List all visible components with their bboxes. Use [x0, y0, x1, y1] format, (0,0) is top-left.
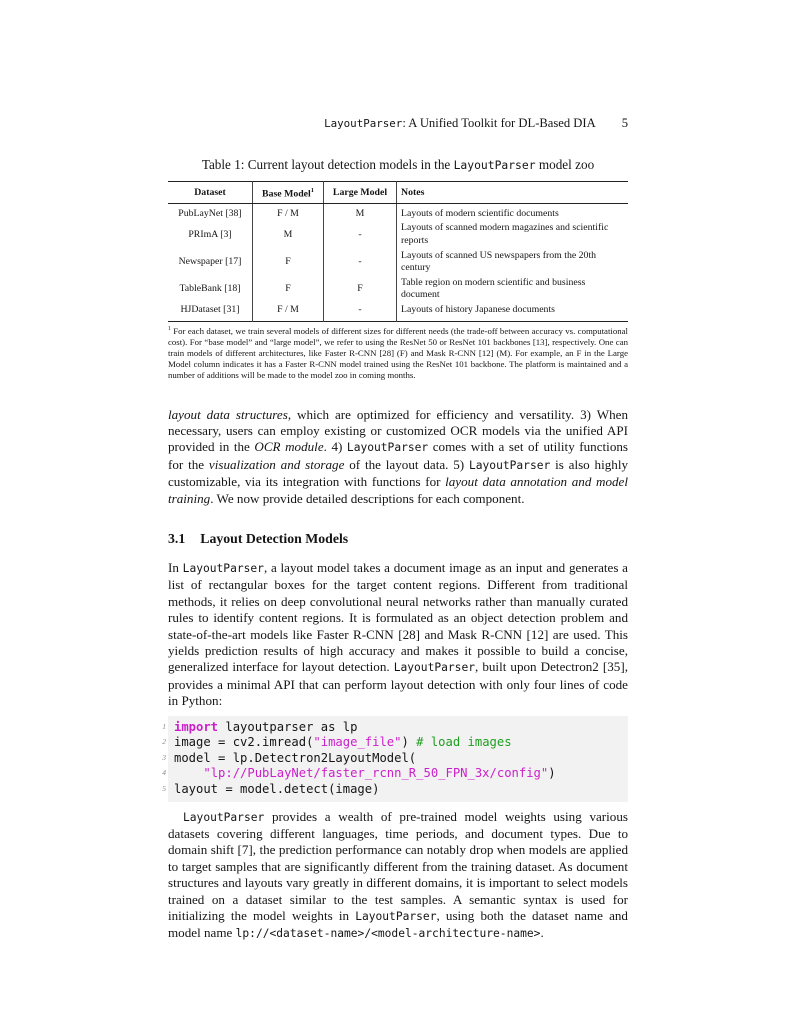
code-text: image = cv2.imread("image_file") # load images — [174, 735, 512, 750]
table-row — [168, 303, 628, 321]
paragraph-model-weights: LayoutParser provides a wealth of pre-trained model weights using various datasets covering different languages, time periods, and document types. Due to domain shift [7], the prediction performance can notably drop when models are applied to target samples that are significantly different from the training dataset. As document structures and layouts vary greatly in different domains, it is important to select models trained on a dataset similar to the test samples. A semantic syntax is used for initializing the model weights in LayoutParser, using both the dataset name and model name lp://<dataset-name>/<model-architecture-name>. — [168, 808, 628, 941]
table-header-row — [168, 182, 628, 204]
code-line — [162, 719, 622, 736]
footnote-text: For each dataset, we train several models of different sizes for different needs (the trade-off between accuracy vs. computational cost). For “base model” and “large model”, we refer to using the ResNet 50 or ResNet 101 backbones [13], respectively. One can train models of different architectures, like Faster R-CNN [28] (F) and Mask R-CNN [12] (M). For example, an F in the Large Model column indicates it has a Faster R-CNN model trained using the ResNet 101 backbone. The platform is maintained and a number of additions will be made to the model zoo in coming months. — [168, 325, 628, 380]
column-header-dataset: Dataset — [168, 182, 253, 204]
cell-base-model: F — [253, 276, 324, 303]
section-title: Layout Detection Models — [200, 530, 349, 546]
code-text: layout = model.detect(image) — [174, 782, 380, 796]
table-row — [168, 249, 628, 276]
section-heading — [168, 531, 628, 547]
running-head — [168, 116, 628, 131]
cell-dataset: PRImA [3] — [188, 228, 232, 240]
code-text: model = lp.Detectron2LayoutModel( — [174, 750, 417, 765]
cell-dataset: PubLayNet [38] — [178, 207, 242, 219]
running-head-title-mono: LayoutParser — [324, 117, 403, 130]
cell-notes: Layouts of history Japanese documents — [397, 303, 629, 321]
paragraph-layout-detection: In LayoutParser, a layout model takes a document image as an input and generates a list of rectangular boxes for the target content regions. Different from traditional methods, it relies on deep convolutional neural networks rather than manually curated rules to identify content regions. It is formulated as an object detection problem and state-of-the-art models like Faster R-CNN [28] and Mask R-CNN [12] are used. This yields prediction results of high accuracy and makes it possible to build a concise, generalized interface for layout detection. LayoutParser, built upon Detectron2 [35], provides a minimal API that can perform layout detection with only four lines of code in Python: — [168, 559, 628, 709]
running-head-title-rest: : A Unified Toolkit for DL-Based DIA — [402, 116, 596, 130]
cell-large-model: - — [324, 221, 397, 248]
code-line — [162, 735, 622, 751]
code-line — [162, 750, 622, 767]
line-number: 4 — [162, 768, 166, 778]
line-number: 2 — [162, 737, 166, 747]
code-text: import layoutparser as lp — [174, 719, 358, 734]
column-header-base-model: Base Model$^1$ — [253, 182, 324, 204]
cell-dataset: TableBank [18] — [179, 283, 241, 295]
cell-notes: Layouts of scanned modern magazines and scientific reports — [397, 221, 629, 248]
cell-dataset: Newspaper [17] — [178, 255, 242, 267]
table-caption: Table 1: Current layout detection models in the LayoutParser model zoo — [201, 157, 595, 172]
model-zoo-table — [168, 181, 628, 322]
table-row — [168, 276, 628, 303]
cell-notes: Layouts of modern scientific documents — [397, 203, 629, 221]
table-footnote — [168, 324, 628, 381]
cell-notes: Layouts of scanned US newspapers from the 20th century — [397, 249, 629, 276]
cell-large-model: - — [324, 249, 397, 276]
code-line — [162, 766, 622, 782]
cell-large-model: M — [324, 203, 397, 221]
cell-base-model: F / M — [253, 203, 324, 221]
page-content — [162, 0, 629, 943]
cell-dataset: HJDataset [31] — [180, 304, 240, 316]
running-head-title — [324, 116, 596, 131]
column-header-notes: Notes — [397, 182, 629, 204]
column-header-large-model: Large Model — [324, 182, 397, 204]
python-code-listing — [162, 716, 628, 802]
cell-base-model: F / M — [253, 303, 324, 321]
page-number: 5 — [621, 116, 628, 130]
code-line — [162, 782, 622, 798]
cell-base-model: F — [253, 249, 324, 276]
code-text: "lp://PubLayNet/faster_rcnn_R_50_FPN_3x/config") — [203, 766, 556, 781]
cell-large-model: - — [324, 303, 397, 321]
footnote-marker: 1 — [168, 325, 171, 332]
cell-notes: Table region on modern scientific and business document — [397, 276, 629, 303]
table-row — [168, 221, 628, 248]
cell-large-model: F — [324, 276, 397, 303]
line-number: 3 — [162, 752, 166, 762]
section-number: 3.1 — [168, 530, 186, 546]
paragraph-modules: layout data structures, which are optimized for efficiency and versatility. 3) When necessary, users can employ existing or customized OCR models via the unified API provided in the OCR module. 4) LayoutParser comes with a set of utility functions for the visualization and storage of the layout data. 5) LayoutParser is also highly customizable, via its integration with functions for layout data annotation and model training. We now provide detailed descriptions for each component. — [168, 406, 629, 506]
cell-base-model: M — [253, 221, 324, 248]
table-row — [168, 203, 628, 221]
line-number: 5 — [162, 784, 166, 793]
line-number: 1 — [162, 721, 166, 731]
